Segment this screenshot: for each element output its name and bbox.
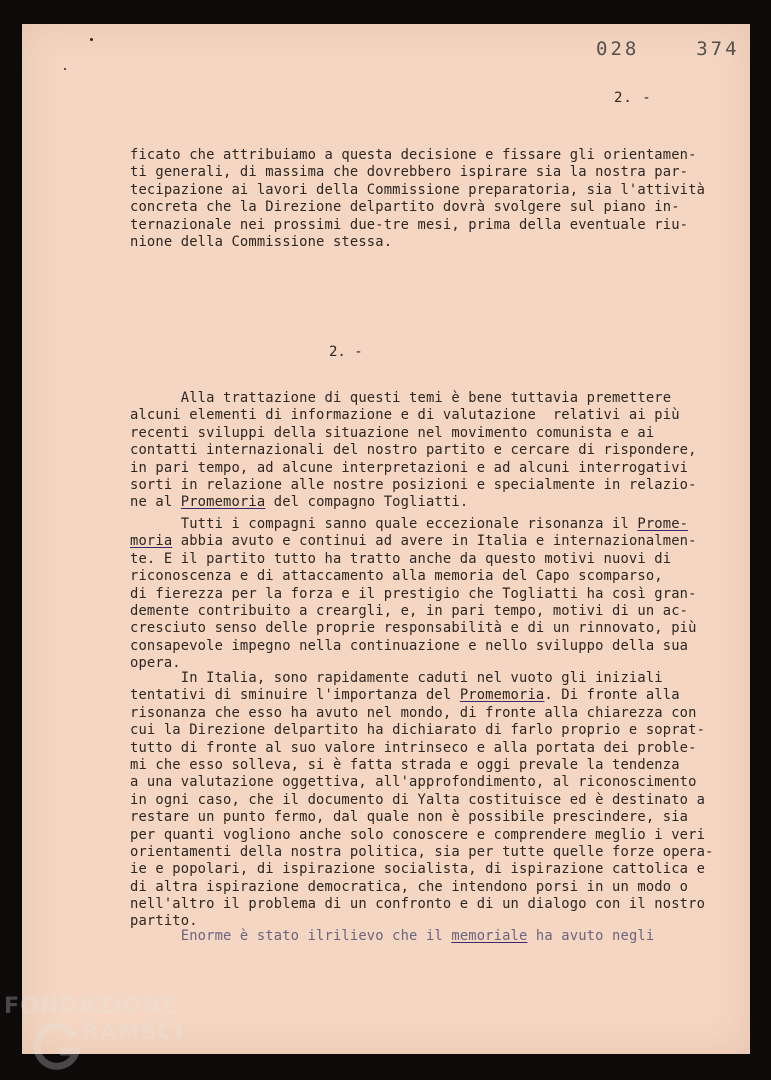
text-line: in ogni caso, che il documento di Yalta costituisce ed è destinato a — [130, 791, 706, 808]
text-line: recenti sviluppi della situazione nel movimento comunista e ai — [130, 424, 655, 441]
ink-speck — [64, 68, 66, 70]
page-number: 2. - — [614, 90, 652, 106]
text-line: alcuni elementi di informazione e di valutazione relativi ai più — [130, 407, 680, 424]
text-line — [130, 516, 697, 533]
text-line: Alla trattazione di questi temi è bene tuttavia premettere — [130, 390, 672, 406]
text-line: di altra ispirazione democratica, che intendono porsi in un modo o — [130, 878, 689, 895]
text-line: in pari tempo, ad alcune interpretazioni e ad alcuni interrogativi — [130, 459, 689, 476]
promemoria-reference: Promemoria — [459, 687, 545, 704]
text-line: mi che esso solleva, si è fatta strada e oggi prevale la tendenza — [130, 756, 680, 773]
paragraph-5 — [130, 928, 654, 945]
text-line: consapevole impegno nella continuazione e nello sviluppo della sua — [130, 637, 689, 654]
text-line: opera. — [130, 655, 181, 672]
text-line: cui la Direzione delpartito ha dichiarato di farlo proprio e soprat- — [130, 722, 706, 739]
text-segment: del compagno Togliatti. — [265, 494, 469, 511]
promemoria-reference: moria — [130, 533, 173, 550]
text-line: restare un punto fermo, dal quale non è possibile prescindere, sia — [130, 809, 689, 826]
memoriale-reference: memoriale — [451, 928, 528, 944]
text-line: tecipazione ai lavori della Commissione preparatoria, sia l'attività — [130, 181, 706, 198]
text-line — [130, 533, 697, 550]
text-line: ti generali, di massima che dovrebbero ispirare sia la nostra par- — [130, 164, 689, 181]
text-line: per quanti vogliono anche solo conoscere e comprendere meglio i veri — [130, 826, 706, 843]
text-line: cresciuto senso delle proprie responsabilità e di un rinnovato, più — [130, 620, 697, 637]
text-line: riconoscenza e di attaccamento alla memoria del Capo scomparso, — [130, 568, 663, 585]
text-segment: ne al — [130, 494, 181, 511]
text-line: nione della Commissione stessa. — [130, 233, 393, 250]
text-line: nell'altro il problema di un confronto e di un dialogo con il nostro — [130, 896, 706, 913]
archive-number: 028 374 — [596, 38, 740, 60]
text-line: te. E il partito tutto ha tratto anche da questo motivi nuovi di — [130, 550, 672, 567]
text-line: demente contribuito a creargli, e, in pari tempo, motivi di un ac- — [130, 602, 689, 619]
text-line: In Italia, sono rapidamente caduti nel vuoto gli iniziali — [130, 670, 663, 686]
text-line: a una valutazione oggettiva, all'approfondimento, al riconoscimento — [130, 774, 697, 791]
text-line: partito. — [130, 913, 198, 930]
promemoria-reference: Promemoria — [180, 494, 266, 511]
g-logo-icon — [30, 1018, 86, 1074]
text-line: orientamenti della nostra politica, sia per tutte quelle forze opera- — [130, 843, 714, 860]
paragraph-4 — [130, 670, 714, 931]
text-segment: abbia avuto e continui ad avere in Italia e internazionalmen- — [172, 533, 697, 550]
text-line: sorti in relazione alle nostre posizioni e specialmente in relazio- — [130, 476, 697, 493]
text-line — [130, 494, 697, 511]
text-line: di fierezza per la forza e il prestigio che Togliatti ha così gran- — [130, 585, 697, 602]
text-segment: tentativi di sminuire l'importanza del — [130, 687, 460, 704]
watermark-word-fondazione: FONDAZIONE — [4, 994, 178, 1019]
paragraph-2 — [130, 390, 697, 512]
text-line: concreta che la Direzione delpartito dovrà svolgere sul piano in- — [130, 199, 680, 216]
text-segment: Tutti i compagni sanno quale eccezionale risonanza il — [130, 516, 638, 532]
text-line: ternazionale nei prossimi due-tre mesi, prima della eventuale riu- — [130, 216, 689, 233]
text-segment: . Di fronte alla — [544, 687, 680, 704]
section-number: 2. - — [329, 344, 363, 360]
text-line: contatti internazionali del nostro partito e cercare di rispondere, — [130, 442, 697, 459]
text-line: ie e popolari, di ispirazione socialista, di ispirazione cattolica e — [130, 861, 706, 878]
text-line: tutto di fronte al suo valore intrinseco e alla portata dei proble- — [130, 739, 697, 756]
text-line: risonanza che esso ha avuto nel mondo, di fronte alla chiarezza con — [130, 704, 697, 721]
text-segment: ha avuto negli — [527, 928, 655, 944]
text-segment: Enorme è stato ilrilievo che il — [130, 928, 452, 944]
paragraph-3 — [130, 516, 697, 673]
text-line — [130, 687, 714, 704]
text-line — [130, 928, 654, 945]
promemoria-reference: Prome- — [637, 516, 689, 532]
text-line: ficato che attribuiamo a questa decisione e fissare gli orientamen- — [130, 147, 697, 163]
fondazione-gramsci-watermark — [4, 994, 204, 1074]
paragraph-1 — [130, 147, 705, 251]
watermark-word-gramsci: RAMSCI — [82, 1020, 185, 1045]
ink-speck — [90, 38, 93, 41]
